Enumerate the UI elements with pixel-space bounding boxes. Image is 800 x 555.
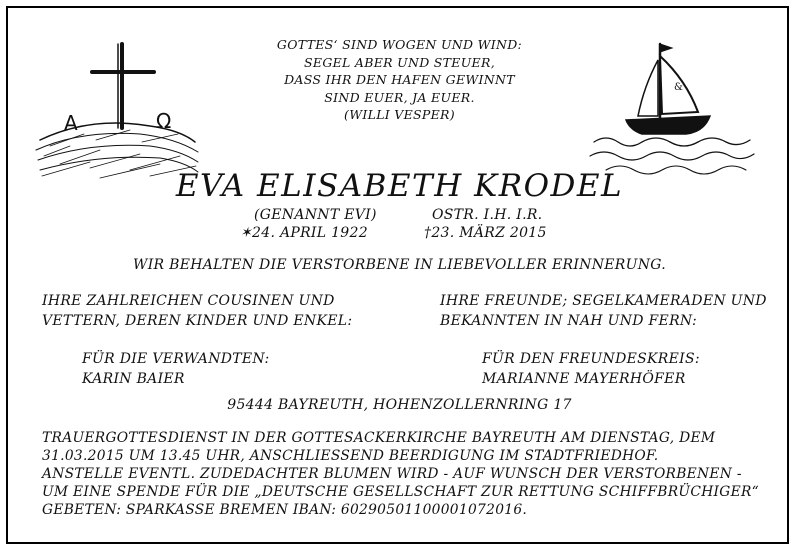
- service-line: ANSTELLE EVENTL. ZUDEDACHTER BLUMEN WIRD - AUF WUNSCH DER VERSTORBENEN -: [42, 466, 742, 482]
- birth-star-icon: ✶: [240, 225, 253, 241]
- signature-left-name: KARIN BAIER: [82, 371, 185, 387]
- service-line: GEBETEN: SPARKASSE BREMEN IBAN: 60290501100001072016.: [42, 502, 528, 518]
- service-info: [42, 429, 772, 519]
- poem: [8, 36, 791, 124]
- mourners-left: [42, 291, 352, 331]
- poem-line: SIND EUER, JA EUER.: [324, 89, 475, 105]
- poem-author: (WILLI VESPER): [344, 107, 455, 122]
- mourners-right-line: BEKANNTEN IN NAH UND FERN:: [440, 313, 697, 329]
- mourners-left-line: VETTERN, DEREN KINDER UND ENKEL:: [42, 313, 353, 329]
- place-of-death: OSTR. I.H. I.R.: [432, 207, 543, 223]
- poem-line: GOTTES‘ SIND WOGEN UND WIND:: [276, 37, 523, 52]
- poem-line: SEGEL ABER UND STEUER,: [304, 54, 495, 70]
- sail-mark: &: [674, 82, 683, 93]
- signature-left-label: FÜR DIE VERWANDTEN:: [82, 351, 270, 367]
- death-date: [424, 225, 547, 241]
- mourners-right-line: IHRE FREUNDE; SEGELKAMERADEN UND: [440, 293, 767, 309]
- signature-right-name: MARIANNE MAYERHÖFER: [482, 371, 686, 387]
- service-line: UM EINE SPENDE FÜR DIE „DEUTSCHE GESELLSCHAFT ZUR RETTUNG SCHIFFBRÜCHIGER“: [42, 484, 760, 500]
- mourners-left-line: IHRE ZAHLREICHEN COUSINEN UND: [42, 293, 335, 309]
- signature-left: [82, 349, 270, 389]
- death-notice: [6, 6, 789, 544]
- signature-right: [482, 349, 700, 389]
- signature-right-label: FÜR DEN FREUNDESKREIS:: [482, 351, 700, 367]
- omega-glyph: Ω: [156, 109, 172, 133]
- poem-line: DASS IHR DEN HAFEN GEWINNT: [284, 72, 515, 87]
- alpha-glyph: A: [64, 111, 78, 135]
- service-line: TRAUERGOTTESDIENST IN DER GOTTESACKERKIRCHE BAYREUTH AM DIENSTAG, DEM: [42, 430, 716, 446]
- remembrance-line: WIR BEHALTEN DIE VERSTORBENE IN LIEBEVOLLER ERINNERUNG.: [133, 257, 666, 273]
- address: 95444 BAYREUTH, HOHENZOLLERNRING 17: [227, 397, 572, 413]
- death-date-text: 23. MÄRZ 2015: [431, 225, 547, 241]
- birth-date: [240, 225, 368, 241]
- deceased-name: EVA ELISABETH KRODEL: [175, 168, 624, 204]
- birth-date-text: 24. APRIL 1922: [252, 225, 368, 241]
- nickname: (GENANNT EVI): [254, 207, 377, 223]
- service-line: 31.03.2015 UM 13.45 UHR, ANSCHLIESSEND BEERDIGUNG IM STADTFRIEDHOF.: [42, 448, 659, 464]
- mourners-right: [440, 291, 767, 331]
- death-cross-icon: †: [424, 225, 432, 241]
